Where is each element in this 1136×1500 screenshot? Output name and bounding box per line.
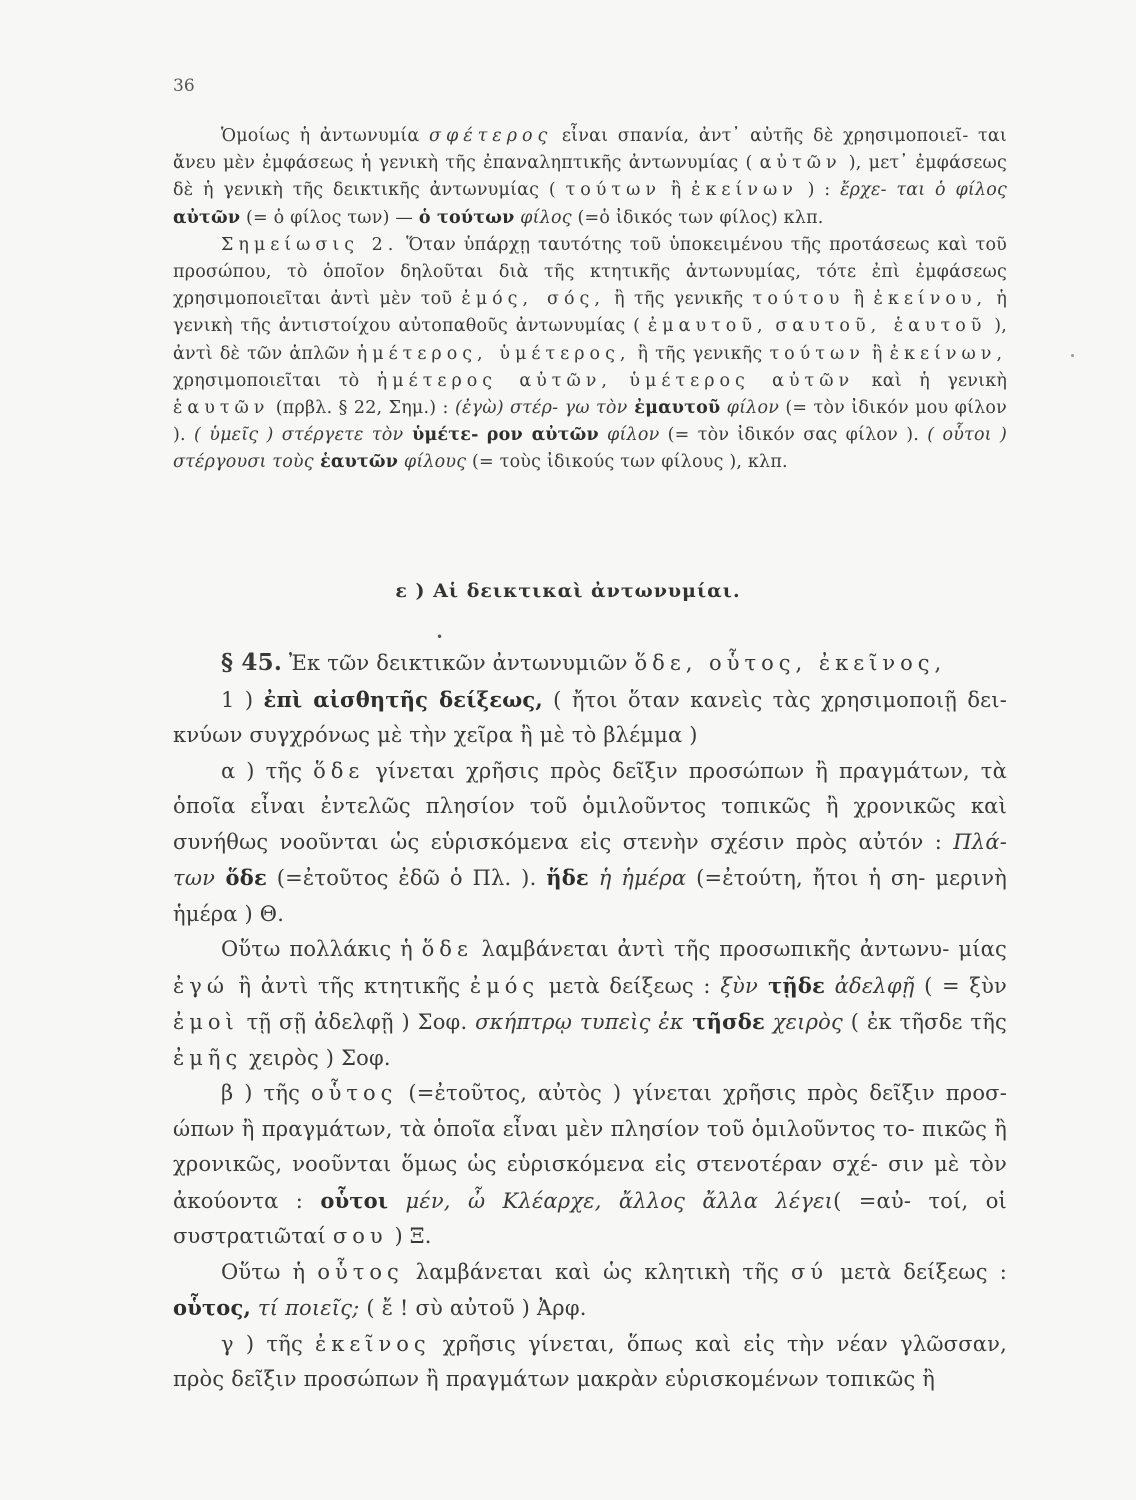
page-number: 36 xyxy=(173,76,195,96)
point-1: 1 ) ἐπὶ αἰσθητῆς δείξεως, ( ἤτοι ὅταν κανεὶς τὰς χρησιμοποιῇ δει- κνύων συγχρόνως μὲ τὴν χεῖρα ἢ μὲ τὸ βλέμμα ) xyxy=(173,686,1007,747)
note-label: Σημείωσις 2. xyxy=(221,234,399,255)
point-gamma: γ ) τῆς ἐκεῖνος χρῆσις γίνεται, ὅπως καὶ εἰς τὴν νέαν γλῶσσαν, πρὸς δεῖξιν προσώπων ἢ πραγμάτων μακρὰν εὑρισκομένων τοπικῶς ἢ xyxy=(173,1331,1007,1391)
section-45-intro: § 45. Ἐκ τῶν δεικτικῶν ἀντωνυμιῶν ὅδε, οὗτος, ἐκεῖνος, xyxy=(221,649,947,676)
point-alpha: α ) τῆς ὅδε γίνεται χρῆσις πρὸς δεῖξιν προσώπων ἢ πραγμάτων, τὰ ὁποῖα εἶναι ἐντελῶς πλησίον τοῦ ὁμιλοῦντος τοπικῶς ἢ χρονικῶς καὶ συνήθως νοοῦνται ὡς εὑρισκόμενα εἰς στενὴν σχέσιν πρὸς αὐτόν : Πλά- των ὅδε (=ἐτοῦτος ἐδῶ ὁ Πλ. ). ἥδε ἡ ἡμέρα (=ἐτούτη, ἤτοι ἡ ση- μερινὴ ἡμέρα ) Θ. xyxy=(173,758,1007,926)
ink-speck xyxy=(1071,354,1074,357)
top-paragraphs xyxy=(173,123,1007,477)
section-number: § 45. xyxy=(221,649,283,676)
point-beta: β ) τῆς οὗτος (=ἐτοῦτος, αὐτὸς ) γίνεται χρῆσις πρὸς δεῖξιν προσ- ώπων ἢ πραγμάτων, τὰ ὁποῖα εἶναι μὲν πλησίον τοῦ ὁμιλοῦντος το- πικῶς ἢ χρονικῶς, νοοῦνται ὅμως ὡς εὑρισκόμενα εἰς στενοτέραν σχέ- σιν μὲ τὸν ἀκούοντα : οὗτοι μέν, ὦ Κλέαρχε, ἄλλος ἄλλα λέγει( =αὐ- τοί, οἱ συστρατιῶταί σου ) Ξ. xyxy=(173,1081,1008,1248)
paragraph-houtos-vocative: Οὕτω ἡ οὗτος λαμβάνεται καὶ ὡς κλητικὴ τῆς σύ μετὰ δείξεως : οὗτος, τί ποιεῖς; ( ἔ ! σὺ αὐτοῦ ) Ἀρφ. xyxy=(173,1259,1008,1320)
section-heading: ε ) Αἱ δεικτικαὶ ἀντωνυμίαι. xyxy=(395,580,741,602)
paragraph-ode-usage: Οὕτω πολλάκις ἡ ὅδε λαμβάνεται ἀντὶ τῆς προσωπικῆς ἀντωνυ- μίας ἐγώ ἢ ἀντὶ τῆς κτητικῆς ἐμός μετὰ δείξεως : ξὺν τῇδε ἀδελφῇ ( = ξὺν ἐμοὶ τῇ σῇ ἀδελφῇ ) Σοφ. σκήπτρῳ τυπεὶς ἐκ τῆσδε χειρὸς ( ἐκ τῆσδε τῆς ἐμῆς χειρὸς ) Σοφ. xyxy=(173,937,1008,1070)
bullet-mark: • xyxy=(436,630,444,644)
paragraph-sfeteros: Ὁμοίως ἡ ἀντωνυμία σφέτερος εἶναι σπανία, ἀντ᾽ αὐτῆς δὲ χρησιμοποιεῖ- ται ἄνευ μὲν ἐμφάσεως ἡ γενικὴ τῆς ἐπαναληπτικῆς ἀντωνυμίας ( αὐτῶν ), μετ᾽ ἐμφάσεως δὲ ἡ γενικὴ τῆς δεικτικῆς ἀντωνυμίας ( τούτων ἢ ἐκείνων ) : ἔρχε- ται ὁ φίλος αὐτῶν (= ὁ φίλος των) — ὁ τούτων φίλος (=ὁ ἰδικός των φίλος) κλπ. xyxy=(173,126,1008,228)
main-text xyxy=(173,645,1007,1398)
note-2-paragraph: Σημείωσις 2. Ὅταν ὑπάρχῃ ταυτότης τοῦ ὑποκειμένου τῆς προτάσεως καὶ τοῦ προσώπου, τὸ ὁποῖον δηλοῦται διὰ τῆς κτητικῆς ἀντωνυμίας, τότε ἐπὶ ἐμφάσεως χρησιμοποιεῖται ἀντὶ μὲν τοῦ ἐμός, σός, ἢ τῆς γενικῆς τούτου ἢ ἐκείνου, ἡ γενικὴ τῆς ἀντιστοίχου αὐτοπαθοῦς ἀντωνυμίας ( ἐμαυτοῦ, σαυτοῦ, ἑαυτοῦ ), ἀντὶ δὲ τῶν ἁπλῶν ἡμέτερος, ὑμέτερος, ἢ τῆς γενικῆς τούτων ἢ ἐκείνων, χρησιμοποιεῖται τὸ ἡμέτερος αὐτῶν, ὑμέτερος αὐτῶν καὶ ἡ γενικὴ ἑαυτῶν (πρβλ. § 22, Σημ.) : (ἐγὼ) στέρ- γω τὸν ἐμαυτοῦ φίλον (= τὸν ἰδικόν μου φίλον ). ( ὑμεῖς ) στέργετε τὸν ὑμέτε- ρον αὐτῶν φίλον (= τὸν ἰδικόν σας φίλον ). ( οὗτοι ) στέργουσι τοὺς ἑαυτῶν φίλους (= τοὺς ἰδικούς των φίλους ), κλπ. xyxy=(173,234,1008,473)
